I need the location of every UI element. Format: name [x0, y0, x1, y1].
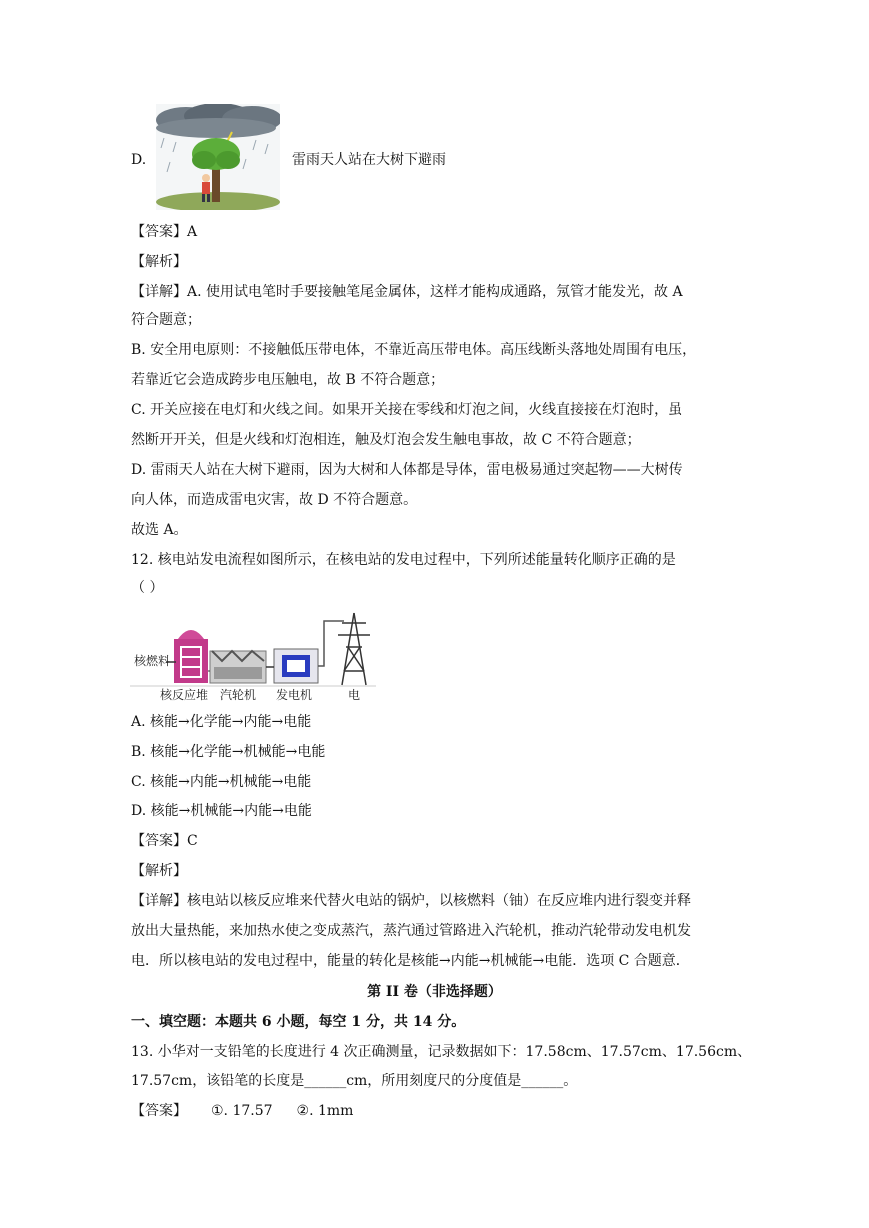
nuclear-power-diagram: [130, 611, 376, 703]
q11-detail-line: C. 开关应接在电灯和火线之间。如果开关接在零线和灯泡之间，火线直接接在灯泡时，虽: [131, 402, 683, 418]
power-tower-icon: [338, 613, 370, 685]
generator-icon: [274, 649, 318, 683]
q12-detail-line: 电．所以核电站的发电过程中，能量的转化是核能→内能→机械能→电能．选项 C 合题意．: [131, 953, 690, 969]
diagram-label-fuel: 核燃料: [134, 654, 171, 668]
q13-answer-1: ①. 17.57: [211, 1103, 273, 1119]
q12-analysis-heading: 【解析】: [131, 863, 187, 879]
diagram-label-electricity: 电: [348, 688, 361, 702]
q13-stem: 13. 小华对一支铅笔的长度进行 4 次正确测量，记录数据如下：17.58cm、17.57cm、17.56cm、: [131, 1044, 752, 1060]
q13-answer-label: 【答案】: [131, 1103, 187, 1119]
section-heading: 一、填空题：本题共 6 小题，每空 1 分，共 14 分。: [131, 1014, 466, 1030]
part-ii-title: 第 II 卷（非选择题）: [367, 984, 502, 1000]
q11-detail-line: 符合题意；: [131, 312, 201, 328]
q12-option-d: D. 核能→机械能→内能→电能: [131, 803, 312, 819]
q11-detail-line: 【详解】A. 使用试电笔时手要接触笔尾金属体，这样才能构成通路，氖管才能发光，故 A: [131, 284, 683, 300]
q11-detail-line: D. 雷雨天人站在大树下避雨，因为大树和人体都是导体，雷电极易通过突起物——大树传: [131, 462, 683, 478]
q12-option-a: A. 核能→化学能→内能→电能: [131, 714, 312, 730]
q11-detail-line: 向人体，而造成雷电灾害，故 D 不符合题意。: [131, 492, 418, 508]
q11-detail-line: 然断开开关，但是火线和灯泡相连，触及灯泡会发生触电事故，故 C 不符合题意；: [131, 432, 641, 448]
q11-detail-line: B. 安全用电原则：不接触低压带电体，不靠近高压带电体。高压线断头落地处周围有电压，: [131, 342, 697, 358]
q12-stem-bracket: （ ）: [131, 580, 164, 596]
diagram-label-reactor: 核反应堆: [160, 688, 209, 702]
q12-answer: 【答案】C: [131, 833, 198, 849]
reactor-icon: [174, 630, 208, 683]
option-d-letter: D.: [131, 152, 147, 168]
q11-analysis-heading: 【解析】: [131, 254, 187, 270]
turbine-icon: [210, 651, 266, 683]
q12-detail-line: 放出大量热能，来加热水使之变成蒸汽，蒸汽通过管路进入汽轮机，推动汽轮带动发电机发: [131, 923, 691, 939]
q11-answer: 【答案】A: [131, 224, 198, 240]
q11-detail-line: 故选 A。: [131, 522, 188, 538]
thunderstorm-tree-illustration: [156, 104, 280, 210]
q13-answer-2: ②. 1mm: [296, 1103, 354, 1119]
q11-detail-line: 若靠近它会造成跨步电压触电，故 B 不符合题意；: [131, 372, 445, 388]
q13-answer-row: [131, 1101, 353, 1121]
diagram-label-turbine: 汽轮机: [220, 688, 257, 702]
q12-detail-line: 【详解】核电站以核反应堆来代替火电站的锅炉，以核燃料（铀）在反应堆内进行裂变并释: [131, 893, 691, 909]
q13-stem-line2: 17.57cm，该铅笔的长度是______cm，所用刻度尺的分度值是______。: [131, 1073, 578, 1089]
q12-stem: 12. 核电站发电流程如图所示，在核电站的发电过程中，下列所述能量转化顺序正确的是: [131, 552, 676, 568]
diagram-label-generator: 发电机: [276, 688, 313, 702]
q12-option-c: C. 核能→内能→机械能→电能: [131, 774, 312, 790]
option-d-text: 雷雨天人站在大树下避雨: [292, 152, 446, 168]
q12-option-b: B. 核能→化学能→机械能→电能: [131, 744, 326, 760]
